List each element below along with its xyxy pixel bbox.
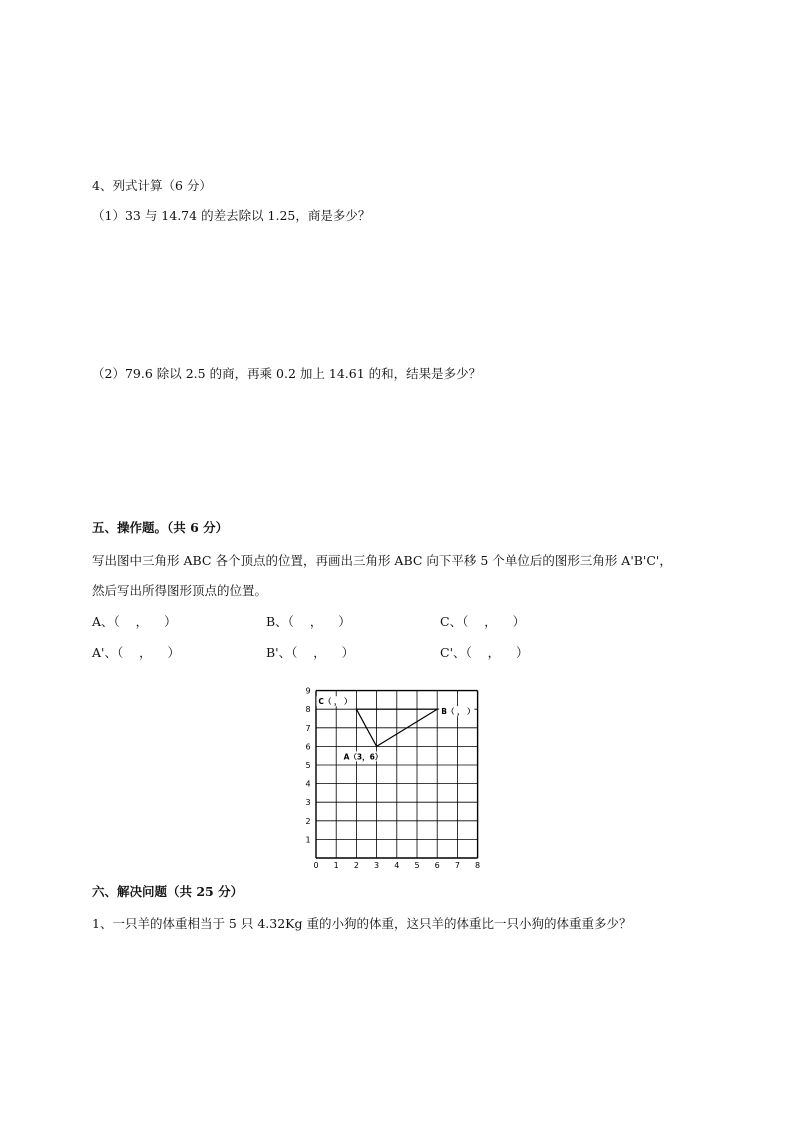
section4-title: 4、列式计算（6 分） bbox=[92, 178, 212, 193]
section6-question-1: 1、一只羊的体重相当于 5 只 4.32Kg 重的小狗的体重，这只羊的体重比一只小狗的体重重多少？ bbox=[92, 916, 632, 931]
y-tick-label: 7 bbox=[305, 723, 311, 733]
x-tick-label: 4 bbox=[394, 861, 400, 870]
x-tick-label: 6 bbox=[434, 861, 440, 870]
section4-question-2: （2）79.6 除以 2.5 的商，再乘 0.2 加上 14.61 的和，结果是多少？ bbox=[92, 366, 482, 381]
x-tick-label: 8 bbox=[475, 861, 481, 870]
blank-b-prime: B'、（ ， ） bbox=[266, 645, 355, 660]
x-tick-label: 3 bbox=[374, 861, 380, 870]
y-tick-label: 8 bbox=[305, 705, 311, 715]
y-tick-label: 1 bbox=[305, 835, 311, 845]
y-tick-label: 2 bbox=[305, 816, 311, 826]
section4-question-1: （1）33 与 14.74 的差去除以 1.25，商是多少？ bbox=[92, 208, 371, 223]
x-tick-label: 0 bbox=[313, 861, 319, 870]
x-tick-label: 5 bbox=[414, 861, 420, 870]
section5-instruction-line2: 然后写出所得图形顶点的位置。 bbox=[92, 583, 268, 598]
coordinate-grid-svg bbox=[296, 680, 496, 870]
x-tick-label: 1 bbox=[333, 861, 339, 870]
y-tick-label: 3 bbox=[305, 798, 311, 808]
blank-c: C、（ ， ） bbox=[440, 614, 526, 629]
x-tick-label: 7 bbox=[454, 861, 460, 870]
x-tick-label: 2 bbox=[353, 861, 359, 870]
y-tick-label: 4 bbox=[305, 779, 311, 789]
blank-a: A、（ ， ） bbox=[92, 614, 177, 629]
section5-instruction-line1: 写出图中三角形 ABC 各个顶点的位置，再画出三角形 ABC 向下平移 5 个单位后的图形三角形 A'B'C'， bbox=[92, 553, 672, 568]
vertex-label-c: C（ ， ） bbox=[318, 697, 352, 707]
section6-title: 六、解决问题（共 25 分） bbox=[92, 884, 244, 899]
y-tick-label: 9 bbox=[305, 686, 311, 696]
y-tick-label: 5 bbox=[305, 761, 311, 770]
blank-b: B、（ ， ） bbox=[266, 614, 351, 629]
coordinate-grid bbox=[296, 680, 496, 870]
vertex-label-a: A（3，6） bbox=[343, 752, 383, 762]
blank-c-prime: C'、（ ， ） bbox=[440, 645, 529, 660]
vertex-label-b: B（ ， ） bbox=[441, 707, 475, 717]
blank-a-prime: A'、（ ， ） bbox=[92, 645, 181, 660]
y-tick-label: 6 bbox=[305, 742, 311, 752]
section5-title: 五、操作题。（共 6 分） bbox=[92, 520, 229, 535]
